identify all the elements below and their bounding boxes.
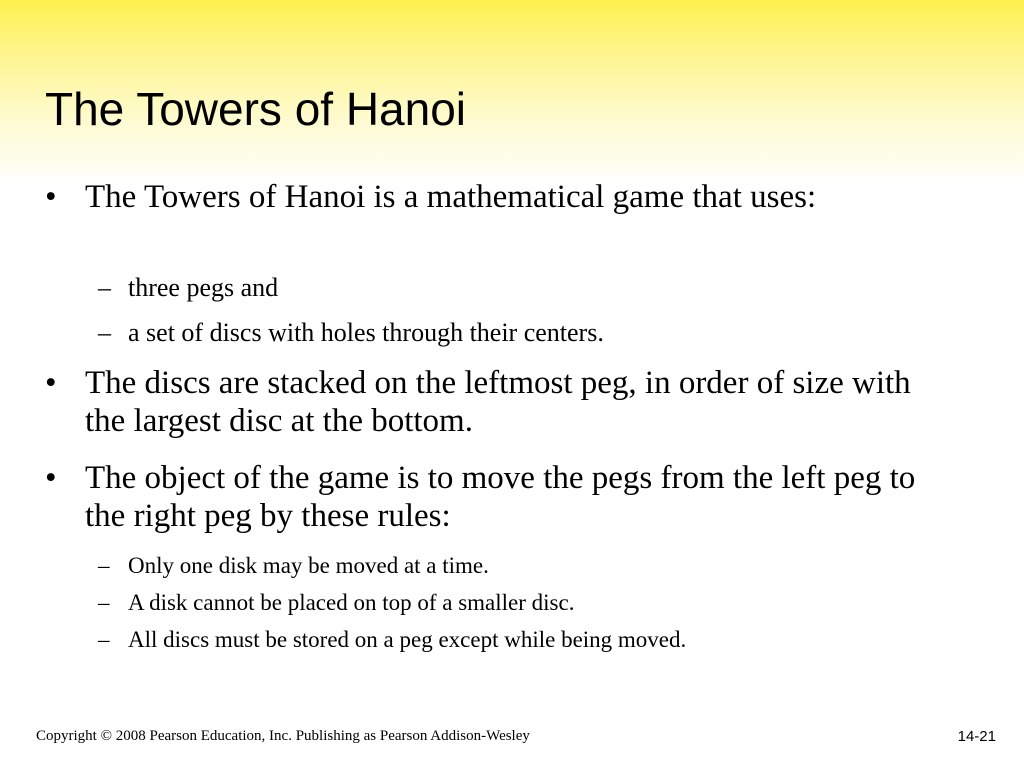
sub-bullet-text: All discs must be stored on a peg except while being moved. bbox=[128, 627, 687, 652]
bullet-item bbox=[45, 364, 945, 440]
bullet-text: The discs are stacked on the leftmost peg, in order of size with the largest disc at the bottom. bbox=[85, 365, 911, 439]
bullet-item bbox=[45, 459, 945, 535]
bullet-marker: • bbox=[45, 179, 57, 215]
sub-bullet-item bbox=[98, 318, 918, 348]
bullet-text: The Towers of Hanoi is a mathematical game that uses: bbox=[85, 179, 817, 215]
bullet-text: The object of the game is to move the pegs from the left peg to the right peg by these rules: bbox=[85, 460, 916, 534]
sub-bullet-text: A disk cannot be placed on top of a smaller disc. bbox=[128, 590, 575, 615]
sub-bullet-text: a set of discs with holes through their centers. bbox=[128, 318, 604, 347]
bullet-marker: • bbox=[45, 460, 57, 496]
sub-bullet-item bbox=[98, 626, 918, 654]
sub-bullet-item bbox=[98, 552, 918, 580]
slide-title: The Towers of Hanoi bbox=[45, 83, 467, 135]
sub-bullet-marker: – bbox=[98, 627, 110, 652]
bullet-marker: • bbox=[45, 365, 57, 401]
copyright-footer: Copyright © 2008 Pearson Education, Inc. Publishing as Pearson Addison-Wesley bbox=[36, 728, 530, 744]
sub-bullet-marker: – bbox=[98, 273, 111, 302]
sub-bullet-text: three pegs and bbox=[128, 273, 279, 302]
sub-bullet-item bbox=[98, 273, 918, 303]
sub-bullet-marker: – bbox=[98, 318, 111, 347]
sub-bullet-item bbox=[98, 589, 918, 617]
bullet-item bbox=[45, 178, 945, 216]
sub-bullet-marker: – bbox=[98, 590, 110, 615]
page-number: 14-21 bbox=[957, 728, 996, 745]
sub-bullet-marker: – bbox=[98, 553, 110, 578]
sub-bullet-text: Only one disk may be moved at a time. bbox=[128, 553, 489, 578]
